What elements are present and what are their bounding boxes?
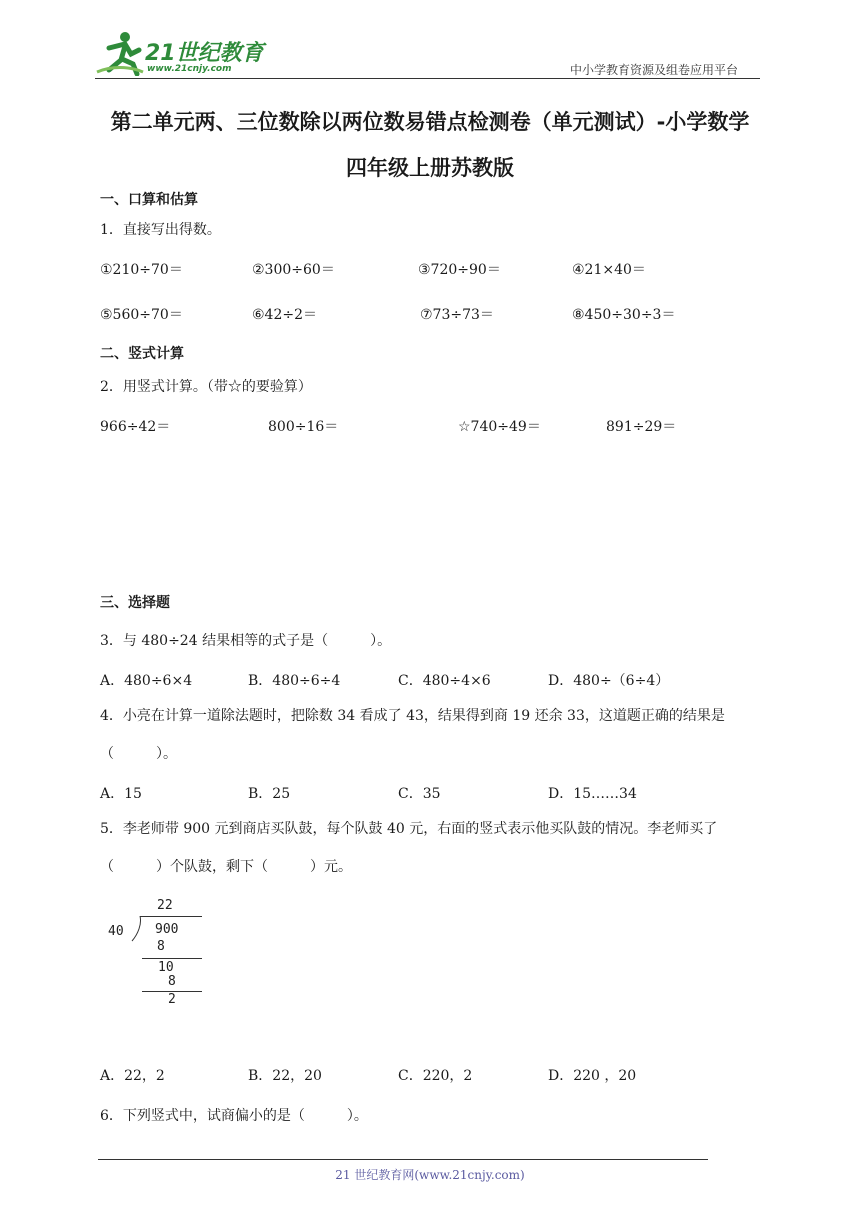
q2-item: 800÷16＝ (268, 419, 339, 435)
question-4-stem: 4．小亮在计算一道除法题时，把除数 34 看成了 43，结果得到商 19 还余 33，这道题正确的结果是 (100, 708, 725, 724)
division-step-1: 8 (157, 939, 165, 954)
page-title-line1: 第二单元两、三位数除以两位数易错点检测卷（单元测试）-小学数学 (110, 110, 750, 134)
q1-item: ③720÷90＝ (418, 262, 501, 278)
q4-option: B．25 (248, 786, 291, 802)
header-platform-text: 中小学教育资源及组卷应用平台 (570, 63, 739, 77)
logo-text: 21世纪教育 (145, 41, 264, 66)
footer-rule (98, 1159, 708, 1160)
header-rule (95, 78, 760, 79)
logo-url: www.21cnjy.com (147, 64, 232, 74)
q4-option: D．15……34 (548, 786, 637, 802)
section-heading-1: 一、口算和估算 (100, 192, 198, 208)
q5-option: A．22，2 (100, 1068, 165, 1084)
question-4-stem-cont: （ ）。 (100, 746, 177, 762)
q1-item: ⑦73÷73＝ (420, 307, 494, 323)
division-dividend: 900 (155, 922, 179, 937)
question-1-stem: 1．直接写出得数。 (100, 222, 221, 238)
division-bar (140, 916, 202, 917)
q1-item: ⑧450÷30÷3＝ (572, 307, 676, 323)
question-5-stem-cont: （ ）个队鼓，剩下（ ）元。 (100, 859, 352, 875)
division-line-1 (142, 958, 202, 959)
footer-text: 21 世纪教育网(www.21cnjy.com) (335, 1168, 525, 1182)
question-2-stem: 2．用竖式计算。（带☆的要验算） (100, 379, 312, 395)
q1-item: ⑥42÷2＝ (252, 307, 318, 323)
division-divisor: 40 (108, 924, 124, 939)
q4-option: A．15 (100, 786, 142, 802)
q1-item: ②300÷60＝ (252, 262, 335, 278)
q3-option: D．480÷（6÷4） (548, 673, 670, 689)
q5-option: D．220 ，20 (548, 1068, 637, 1084)
logo (95, 30, 264, 78)
division-quotient: 22 (157, 898, 173, 913)
q4-option: C．35 (398, 786, 441, 802)
q1-item: ①210÷70＝ (100, 262, 183, 278)
division-bracket (130, 916, 144, 942)
q3-option: B．480÷6÷4 (248, 673, 341, 689)
q2-item: 891÷29＝ (606, 419, 677, 435)
question-5-stem: 5．李老师带 900 元到商店买队鼓，每个队鼓 40 元，右面的竖式表示他买队鼓的情况。李老师买了 (100, 821, 718, 837)
q2-item: 966÷42＝ (100, 419, 171, 435)
q3-option: A．480÷6×4 (100, 673, 193, 689)
section-heading-2: 二、竖式计算 (100, 346, 184, 362)
q2-item: ☆740÷49＝ (458, 419, 541, 435)
long-division-figure (100, 895, 210, 1010)
q3-option: C．480÷4×6 (398, 673, 491, 689)
question-3-stem: 3．与 480÷24 结果相等的式子是（ ）。 (100, 633, 392, 649)
q1-item: ⑤560÷70＝ (100, 307, 183, 323)
runner-logo-icon (95, 30, 145, 76)
division-remainder: 2 (168, 992, 176, 1007)
q5-option: B．22，20 (248, 1068, 322, 1084)
division-step-2: 10 (158, 960, 174, 975)
q5-option: C．220，2 (398, 1068, 473, 1084)
question-6-stem: 6．下列竖式中，试商偏小的是（ ）。 (100, 1108, 368, 1124)
section-heading-3: 三、选择题 (100, 595, 170, 611)
division-step-3: 8 (168, 974, 176, 989)
page-title-line2: 四年级上册苏教版 (346, 156, 514, 180)
q1-item: ④21×40＝ (572, 262, 646, 278)
